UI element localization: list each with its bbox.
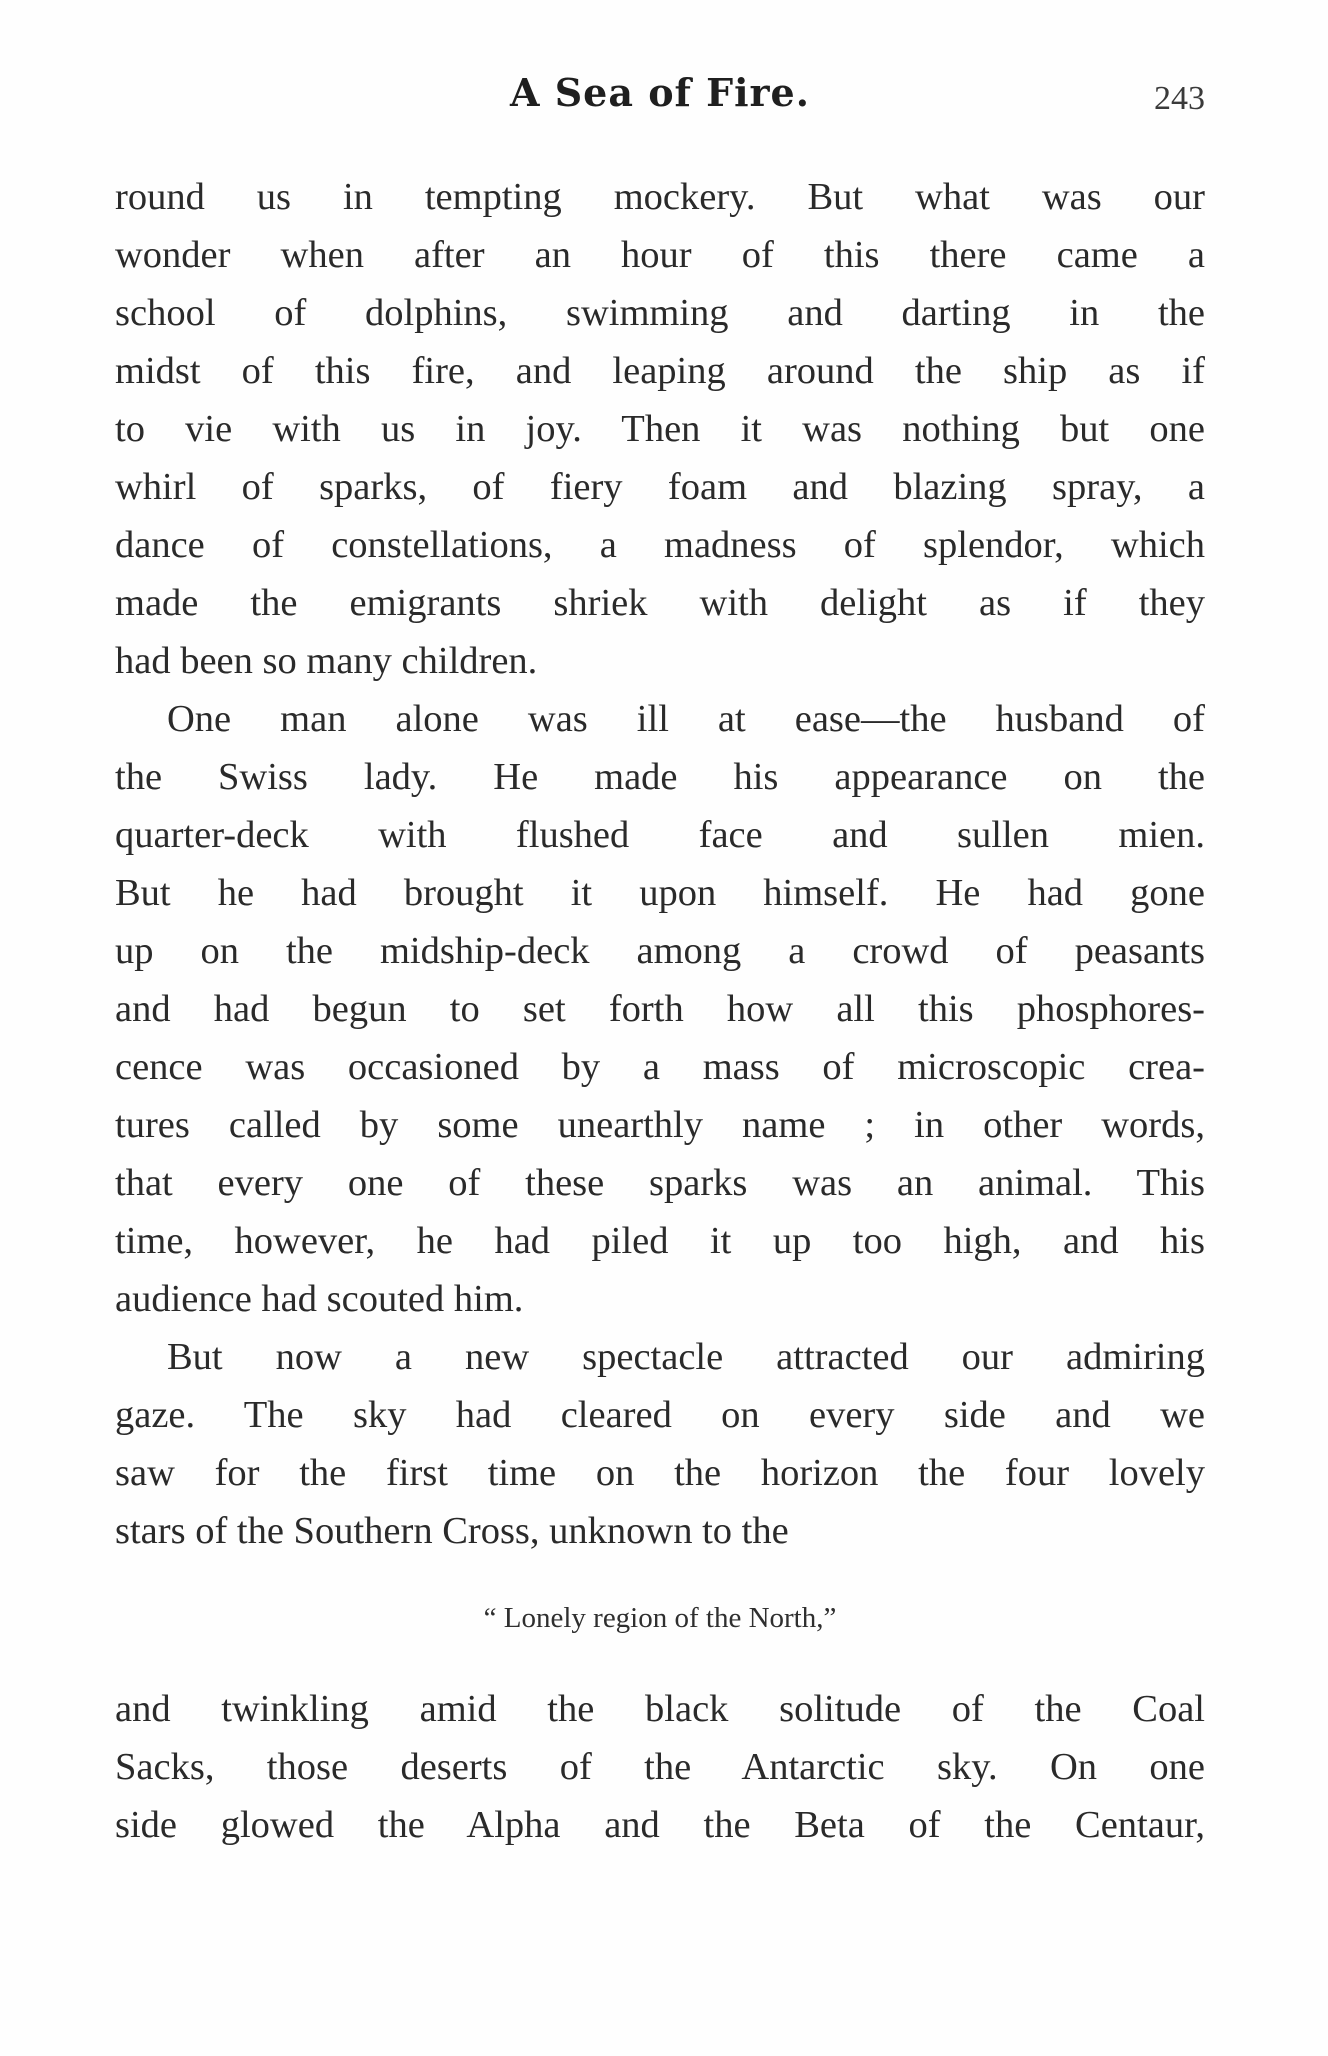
text-line: quarter-deck with flushed face and sullen mien. bbox=[115, 814, 1205, 856]
text-line: the Swiss lady. He made his appearance on the bbox=[115, 756, 1205, 798]
text-line: made the emigrants shriek with delight as if they bbox=[115, 582, 1205, 624]
text-line: side glowed the Alpha and the Beta of the Centaur, bbox=[115, 1804, 1205, 1846]
text-line: school of dolphins, swimming and darting in the bbox=[115, 292, 1205, 334]
paragraph-start: One man alone was ill at ease—the husband of bbox=[167, 698, 1205, 740]
text-line: that every one of these sparks was an animal. This bbox=[115, 1162, 1205, 1204]
text-line: whirl of sparks, of fiery foam and blazing spray, a bbox=[115, 466, 1205, 508]
text-line: to vie with us in joy. Then it was nothing but one bbox=[115, 408, 1205, 450]
text-line: audience had scouted him. bbox=[115, 1278, 524, 1320]
text-line: round us in tempting mockery. But what was our bbox=[115, 176, 1205, 218]
text-line: stars of the Southern Cross, unknown to the bbox=[115, 1510, 789, 1552]
text-line: tures called by some unearthly name ; in other words, bbox=[115, 1104, 1205, 1146]
paragraph-start: But now a new spectacle attracted our admiring bbox=[167, 1336, 1205, 1378]
verse-quote: “ Lonely region of the North,” bbox=[483, 1602, 837, 1634]
text-line: wonder when after an hour of this there came a bbox=[115, 234, 1205, 276]
text-line: time, however, he had piled it up too high, and his bbox=[115, 1220, 1205, 1262]
body-text bbox=[115, 168, 1205, 1560]
text-line: But he had brought it upon himself. He had gone bbox=[115, 872, 1205, 914]
text-line: cence was occasioned by a mass of microscopic crea- bbox=[115, 1046, 1205, 1088]
text-line: and had begun to set forth how all this phosphores- bbox=[115, 988, 1205, 1030]
text-line: gaze. The sky had cleared on every side and we bbox=[115, 1394, 1205, 1436]
page-number: 243 bbox=[1154, 80, 1205, 117]
text-line: had been so many children. bbox=[115, 640, 538, 682]
text-line: up on the midship-deck among a crowd of peasants bbox=[115, 930, 1205, 972]
text-line: and twinkling amid the black solitude of the Coal bbox=[115, 1688, 1205, 1730]
text-line: dance of constellations, a madness of splendor, which bbox=[115, 524, 1205, 566]
text-line: Sacks, those deserts of the Antarctic sky. On one bbox=[115, 1746, 1205, 1788]
running-head bbox=[115, 70, 1205, 130]
body-text-continued bbox=[115, 1680, 1205, 1854]
text-line: saw for the first time on the horizon the four lovely bbox=[115, 1452, 1205, 1494]
running-title: A Sea of Fire. bbox=[510, 70, 810, 115]
text-line: midst of this fire, and leaping around the ship as if bbox=[115, 350, 1205, 392]
